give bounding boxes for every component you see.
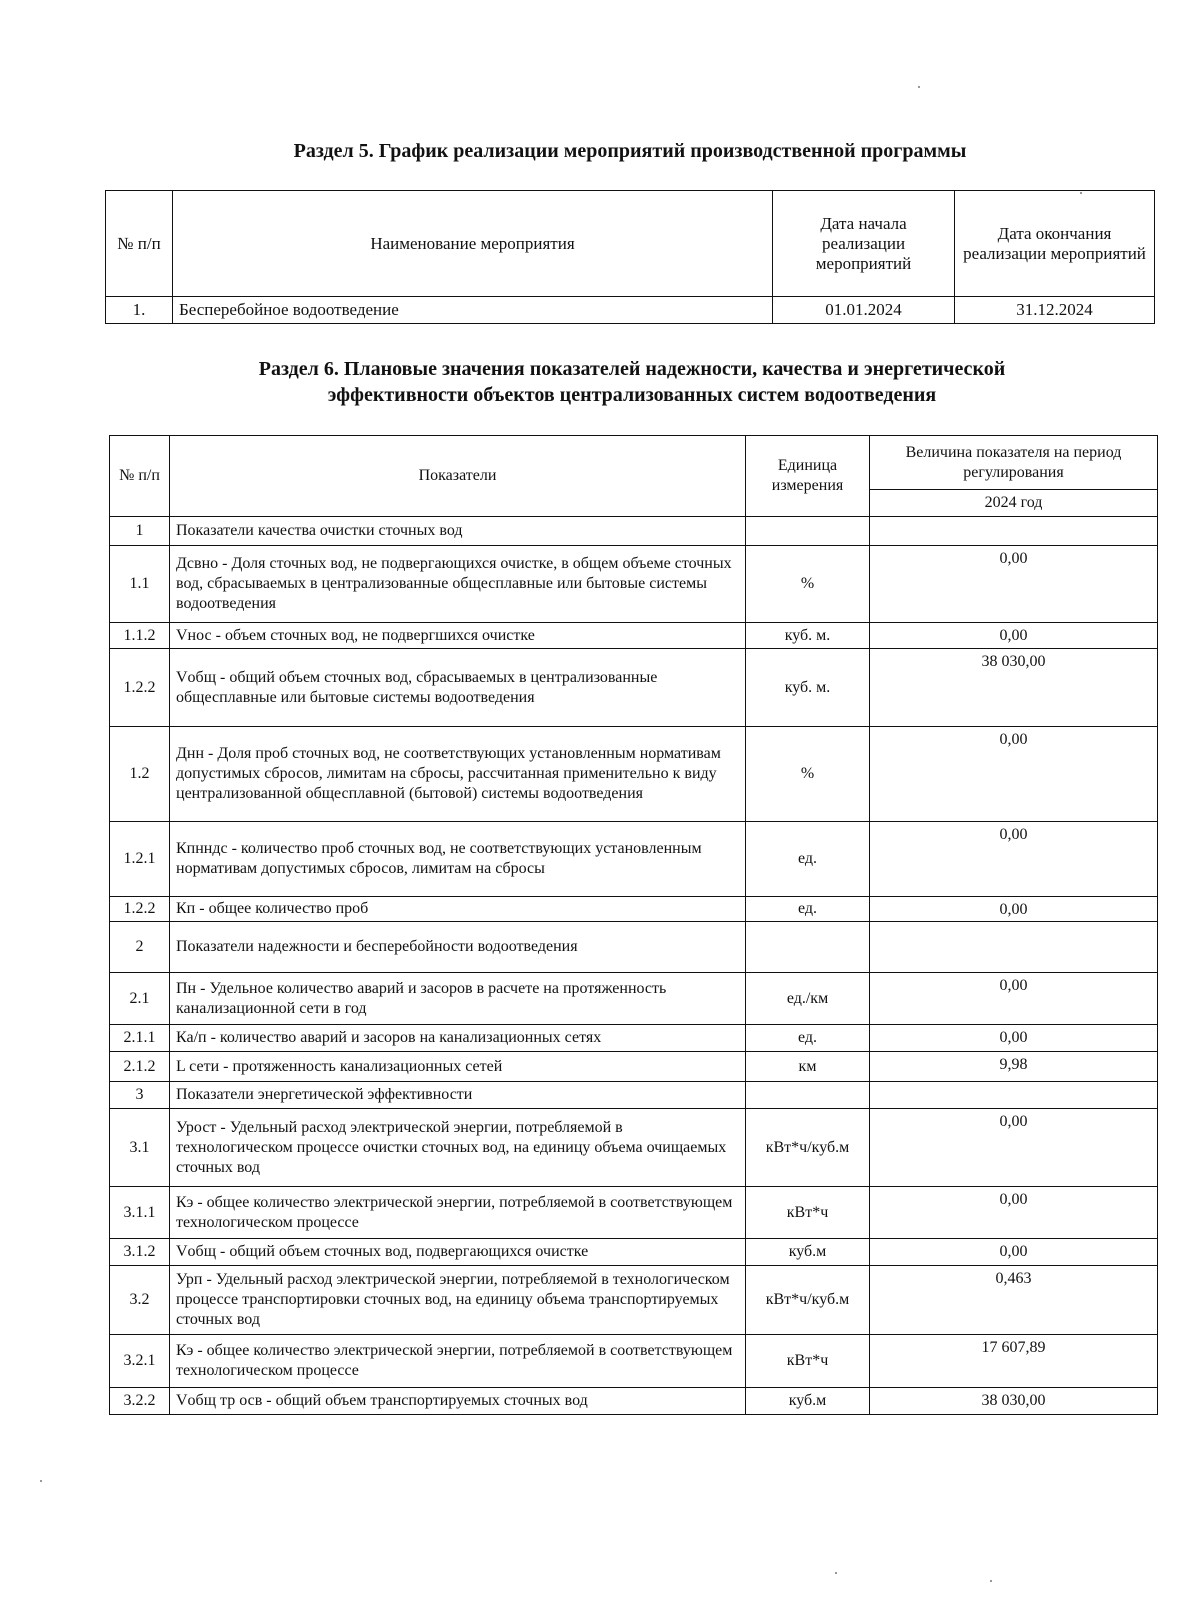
- row-num: 1.1.2: [110, 623, 170, 649]
- schedule-header-row: [106, 191, 1155, 297]
- row-indicator: Vобщ тр осв - общий объем транспортируемых сточных вод: [170, 1388, 746, 1415]
- table-row: [110, 1052, 1158, 1082]
- row-value: 0,00: [870, 822, 1158, 897]
- table-row: [110, 1025, 1158, 1052]
- row-num: 1.2.2: [110, 897, 170, 922]
- row-indicator: Показатели надежности и бесперебойности водоотведения: [170, 922, 746, 973]
- row-num: 2.1: [110, 973, 170, 1025]
- section6-title-line2: эффективности объектов централизованных систем водоотведения: [327, 384, 937, 406]
- row-unit: кВт*ч/куб.м: [746, 1109, 870, 1187]
- row-unit: кВт*ч: [746, 1187, 870, 1239]
- scan-speck: [990, 1580, 992, 1582]
- table-row: [110, 649, 1158, 727]
- row-unit: ед.: [746, 822, 870, 897]
- row-indicator: Урп - Удельный расход электрической энергии, потребляемой в технологическом процессе транспортировки сточных вод, на единицу объема транспортируемых сточных вод: [170, 1266, 746, 1335]
- row-indicator: Пн - Удельное количество аварий и засоров в расчете на протяженность канализационной сети в год: [170, 973, 746, 1025]
- row-indicator: Кп - общее количество проб: [170, 897, 746, 922]
- row-value: 0,463: [870, 1266, 1158, 1335]
- row-indicator: L сети - протяженность канализационных сетей: [170, 1052, 746, 1082]
- row-unit: км: [746, 1052, 870, 1082]
- schedule-table: [105, 190, 1155, 324]
- row-value: 0,00: [870, 1187, 1158, 1239]
- row-unit: куб.м: [746, 1388, 870, 1415]
- indicators-table: [109, 435, 1158, 1415]
- scan-speck: [40, 1480, 42, 1482]
- header-unit: Единица измерения: [746, 436, 870, 517]
- row-num: 1.: [106, 297, 173, 324]
- section6-title: [32, 356, 1200, 408]
- row-indicator: Ка/п - количество аварий и засоров на канализационных сетях: [170, 1025, 746, 1052]
- row-value: 9,98: [870, 1052, 1158, 1082]
- row-indicator: Дсвно - Доля сточных вод, не подвергающихся очистке, в общем объеме сточных вод, сбрасываемых в централизованные общесплавные или бытовые системы водоотведения: [170, 546, 746, 623]
- row-unit: [746, 517, 870, 546]
- row-value: 0,00: [870, 1025, 1158, 1052]
- row-num: 2.1.1: [110, 1025, 170, 1052]
- row-indicator: Vобщ - общий объем сточных вод, сбрасываемых в централизованные общесплавные или бытовые системы водоотведения: [170, 649, 746, 727]
- row-unit: куб. м.: [746, 649, 870, 727]
- row-num: 3.2.1: [110, 1335, 170, 1388]
- row-num: 2.1.2: [110, 1052, 170, 1082]
- row-indicator: Vобщ - общий объем сточных вод, подвергающихся очистке: [170, 1239, 746, 1266]
- row-value: 0,00: [870, 546, 1158, 623]
- schedule-row: [106, 297, 1155, 324]
- row-num: 1: [110, 517, 170, 546]
- row-unit: %: [746, 727, 870, 822]
- row-indicator: Кпнндс - количество проб сточных вод, не соответствующих установленным нормативам допустимых сбросов, лимитам на сбросы: [170, 822, 746, 897]
- row-num: 2: [110, 922, 170, 973]
- row-num: 3.1: [110, 1109, 170, 1187]
- row-value: [870, 1082, 1158, 1109]
- row-end-date: 31.12.2024: [955, 297, 1155, 324]
- header-end-date: Дата окончания реализации мероприятий: [955, 191, 1155, 297]
- section6-title-line1: Раздел 6. Плановые значения показателей надежности, качества и энергетической: [258, 358, 1006, 380]
- table-row: [110, 1266, 1158, 1335]
- row-indicator: Днн - Доля проб сточных вод, не соответствующих установленным нормативам допустимых сбросов, лимитам на сбросы, рассчитанная применительно к виду централизованной общесплавной (бытовой) системы водоотведения: [170, 727, 746, 822]
- row-value: 0,00: [870, 623, 1158, 649]
- section5-title: Раздел 5. График реализации мероприятий производственной программы: [293, 140, 967, 162]
- row-value: 38 030,00: [870, 1388, 1158, 1415]
- row-value: [870, 517, 1158, 546]
- row-value: 0,00: [870, 1239, 1158, 1266]
- row-indicator: Vнос - объем сточных вод, не подвергшихся очистке: [170, 623, 746, 649]
- table-row: [110, 1109, 1158, 1187]
- table-row: [110, 623, 1158, 649]
- table-row: [110, 1239, 1158, 1266]
- table-row: [110, 1187, 1158, 1239]
- header-indicators: Показатели: [170, 436, 746, 517]
- header-year: 2024 год: [870, 490, 1158, 517]
- row-num: 1.2: [110, 727, 170, 822]
- indicators-body: [110, 517, 1158, 1415]
- row-unit: ед.: [746, 1025, 870, 1052]
- row-unit: кВт*ч/куб.м: [746, 1266, 870, 1335]
- row-value: 0,00: [870, 897, 1158, 922]
- row-indicator: Кэ - общее количество электрической энергии, потребляемой в соответствующем технологическом процессе: [170, 1187, 746, 1239]
- row-num: 3: [110, 1082, 170, 1109]
- row-indicator: Урост - Удельный расход электрической энергии, потребляемой в технологическом процессе очистки сточных вод, на единицу объема очищаемых сточных вод: [170, 1109, 746, 1187]
- row-unit: кВт*ч: [746, 1335, 870, 1388]
- row-value: 17 607,89: [870, 1335, 1158, 1388]
- row-num: 1.1: [110, 546, 170, 623]
- table-row: [110, 517, 1158, 546]
- row-value: 38 030,00: [870, 649, 1158, 727]
- row-indicator: Показатели качества очистки сточных вод: [170, 517, 746, 546]
- table-row: [110, 1082, 1158, 1109]
- row-num: 3.2: [110, 1266, 170, 1335]
- row-num: 3.1.2: [110, 1239, 170, 1266]
- row-num: 3.1.1: [110, 1187, 170, 1239]
- header-num: № п/п: [106, 191, 173, 297]
- table-row: [110, 546, 1158, 623]
- table-row: [110, 922, 1158, 973]
- indicators-header-row: [110, 436, 1158, 490]
- row-value: [870, 922, 1158, 973]
- row-indicator: Кэ - общее количество электрической энергии, потребляемой в соответствующем технологическом процессе: [170, 1335, 746, 1388]
- table-row: [110, 973, 1158, 1025]
- header-num: № п/п: [110, 436, 170, 517]
- table-row: [110, 727, 1158, 822]
- table-row: [110, 822, 1158, 897]
- table-row: [110, 1388, 1158, 1415]
- row-unit: куб. м.: [746, 623, 870, 649]
- table-row: [110, 1335, 1158, 1388]
- header-activity-name: Наименование мероприятия: [173, 191, 773, 297]
- row-unit: куб.м: [746, 1239, 870, 1266]
- header-start-date: Дата начала реализации мероприятий: [773, 191, 955, 297]
- table-row: [110, 897, 1158, 922]
- scan-speck: [918, 86, 920, 88]
- row-unit: %: [746, 546, 870, 623]
- row-activity-name: Бесперебойное водоотведение: [173, 297, 773, 324]
- row-num: 3.2.2: [110, 1388, 170, 1415]
- row-unit: [746, 922, 870, 973]
- row-value: 0,00: [870, 1109, 1158, 1187]
- row-num: 1.2.1: [110, 822, 170, 897]
- row-unit: [746, 1082, 870, 1109]
- header-value: Величина показателя на период регулирования: [870, 436, 1158, 490]
- row-value: 0,00: [870, 973, 1158, 1025]
- scan-speck: [835, 1572, 837, 1574]
- row-unit: ед.: [746, 897, 870, 922]
- row-indicator: Показатели энергетической эффективности: [170, 1082, 746, 1109]
- row-num: 1.2.2: [110, 649, 170, 727]
- row-value: 0,00: [870, 727, 1158, 822]
- row-unit: ед./км: [746, 973, 870, 1025]
- row-start-date: 01.01.2024: [773, 297, 955, 324]
